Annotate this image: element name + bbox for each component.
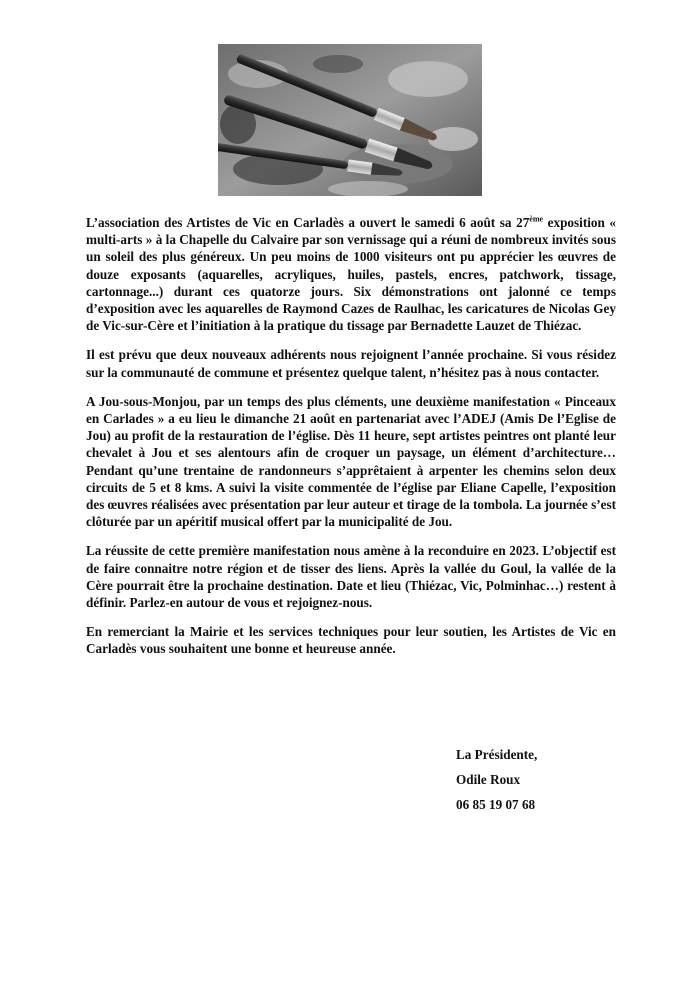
signature-block: [456, 746, 537, 821]
paintbrushes-photo: [218, 44, 482, 196]
paragraph-jou-event: A Jou-sous-Monjou, par un temps des plus cléments, une deuxième manifestation « Pinceaux en Carlades » a eu lieu le dimanche 21 août en partenariat avec l’ADEJ (Amis De l’Eglise de Jou) au profit de la restauration de l’église. Dès 11 heure, sept artistes peintres ont planté leur chevalet à Jou et ses alentours afin de croquer un paysage, un élément d’architecture… Pendant qu’une trentaine de randonneurs s’apprêtaient à arpenter les chemins selon deux circuits de 5 et 8 kms. A suivi la visite commentée de l’église par Eliane Capelle, l’exposition des œuvres réalisées avec présentation par leur auteur et tirage de la tombola. La journée s’est clôturée par un apéritif musical offert par la municipalité de Jou.: [86, 393, 616, 530]
paragraph-thanks: En remerciant la Mairie et les services techniques pour leur soutien, les Artistes de Vic en Carladès vous souhaitent une bonne et heureuse année.: [86, 624, 616, 657]
paintbrushes-illustration: [218, 44, 482, 196]
signature-phone: 06 85 19 07 68: [456, 797, 536, 812]
signature-title: La Présidente,: [456, 747, 538, 762]
paragraph-next-event: La réussite de cette première manifestation nous amène à la reconduire en 2023. L’objectif est de faire connaitre notre région et de tisser des liens. Après la vallée du Goul, la vallée de la Cère pourrait être la prochaine destination. Date et lieu (Thiézac, Vic, Polminhac…) restent à définir. Parlez-en autour de vous et rejoignez-nous.: [86, 543, 616, 611]
letter-body: [86, 214, 616, 670]
paragraph-exposition: L’association des Artistes de Vic en Carladès a ouvert le samedi 6 août sa 27ème exposition « multi-arts » à la Chapelle du Calvaire par son vernissage qui a réuni de nombreux invités sous un soleil des plus généreux. Un peu moins de 1000 visiteurs ont pu apprécier les œuvres de douze exposants (aquarelles, acryliques, huiles, pastels, encres, patchwork, tissage, cartonnage...) durant ces quatorze jours. Six démonstrations ont jalonné ce temps d’exposition avec les aquarelles de Raymond Cazes de Raulhac, les caricatures de Nicolas Gey de Vic-sur-Cère et l’initiation à la pratique du tissage par Bernadette Lauzet de Thiézac.: [86, 214, 616, 334]
signature-name: Odile Roux: [456, 772, 521, 787]
paragraph-new-members: Il est prévu que deux nouveaux adhérents nous rejoignent l’année prochaine. Si vous résidez sur la communauté de commune et présentez quelque talent, n’hésitez pas à nous contacter.: [86, 347, 616, 380]
